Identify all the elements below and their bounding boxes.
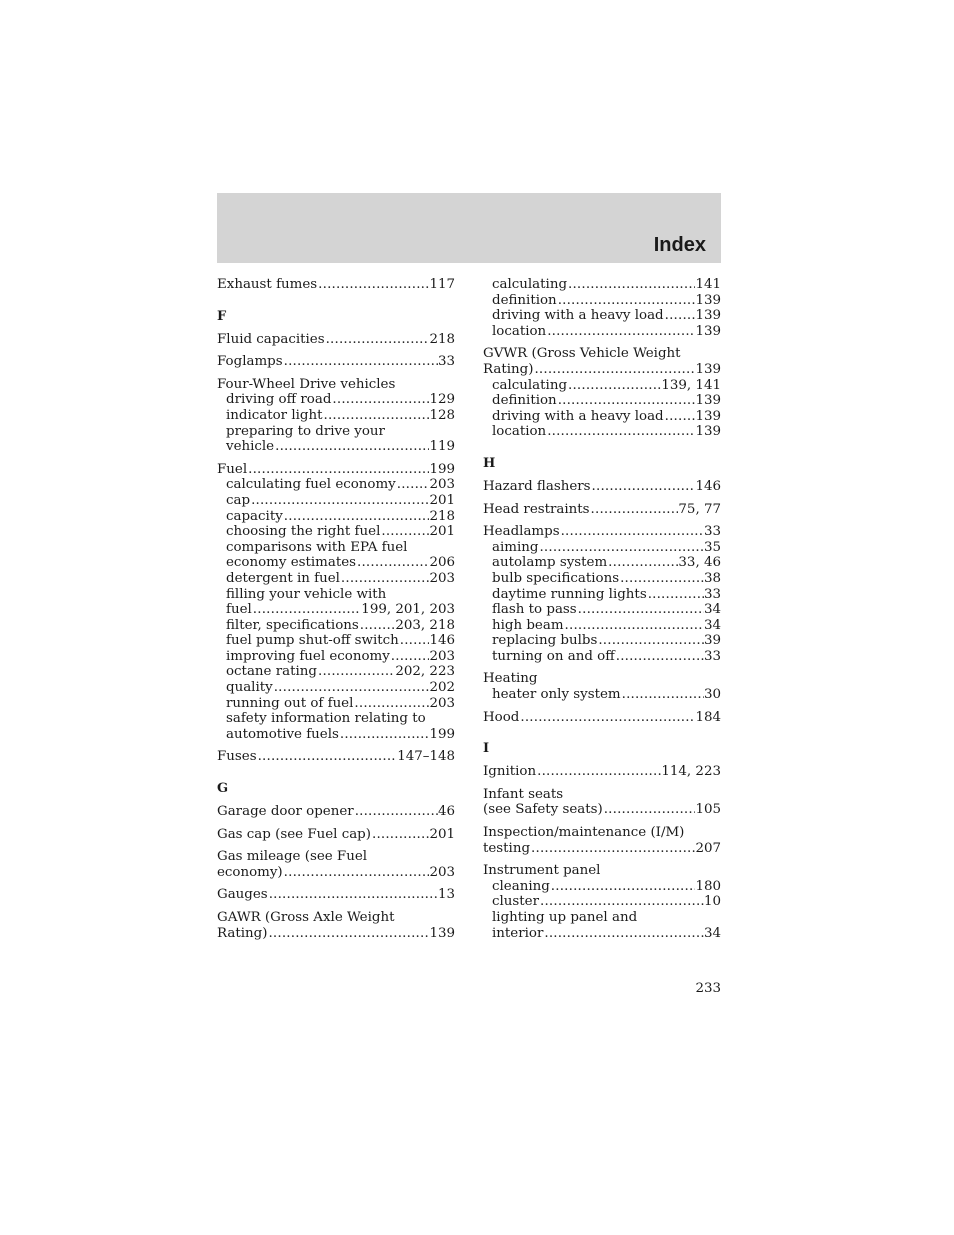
index-entry xyxy=(217,827,455,843)
entry-page-ref: 203 xyxy=(429,695,455,711)
section-letter: G xyxy=(217,781,229,797)
index-subentry xyxy=(217,524,455,540)
entry-term: flash to pass xyxy=(492,602,577,618)
index-subentry xyxy=(217,571,455,587)
dot-leader xyxy=(567,277,695,293)
entry-term: Gas mileage (see Fuel xyxy=(217,849,368,865)
entry-term: capacity xyxy=(226,508,283,524)
entry-page-ref: 10 xyxy=(703,894,721,910)
spacer xyxy=(483,517,721,524)
entry-term: quality xyxy=(226,680,273,696)
entry-page-ref: 201 xyxy=(429,826,455,842)
index-subentry xyxy=(483,540,721,556)
entry-term: preparing to drive your xyxy=(226,423,385,439)
index-subentry xyxy=(483,633,721,649)
index-subentry xyxy=(483,308,721,324)
index-entry xyxy=(217,849,455,865)
spacer xyxy=(217,347,455,354)
entry-term: heater only system xyxy=(492,687,621,703)
entry-term: Hood xyxy=(483,709,520,725)
dot-leader xyxy=(536,764,661,780)
entry-page-ref: 139 xyxy=(429,925,455,941)
entry-term: automotive fuels xyxy=(226,726,339,742)
entry-page-ref: 199 xyxy=(429,461,455,477)
entry-term: choosing the right fuel xyxy=(226,524,381,540)
dot-leader xyxy=(250,493,429,509)
index-subentry xyxy=(483,409,721,425)
entry-term: octane rating xyxy=(226,664,317,680)
dot-leader xyxy=(577,602,704,618)
spacer xyxy=(217,742,455,749)
entry-page-ref: 119 xyxy=(429,439,455,455)
dot-leader xyxy=(607,555,678,571)
entry-page-ref: 218 xyxy=(429,331,455,347)
entry-term: vehicle xyxy=(226,439,275,455)
entry-page-ref: 139, 141 xyxy=(661,377,721,393)
dot-leader xyxy=(390,649,430,665)
entry-term: definition xyxy=(492,292,557,308)
entry-term: Foglamps xyxy=(217,354,283,370)
entry-term: driving with a heavy load xyxy=(492,308,664,324)
index-subentry xyxy=(483,424,721,440)
entry-page-ref: 33 xyxy=(703,648,721,664)
entry-term: turning on and off xyxy=(492,648,615,664)
entry-term: fuel xyxy=(226,602,252,618)
entry-page-ref: 207 xyxy=(695,840,721,856)
entry-term: calculating fuel economy xyxy=(226,477,396,493)
index-entry xyxy=(217,354,455,370)
dot-leader xyxy=(339,727,430,743)
entry-page-ref: 139 xyxy=(695,361,721,377)
entry-page-ref: 139 xyxy=(695,308,721,324)
entry-term: economy) xyxy=(217,864,283,880)
entry-term: Exhaust fumes xyxy=(217,277,318,292)
index-subentry xyxy=(483,926,721,942)
entry-term: cluster xyxy=(492,894,539,910)
entry-term: cleaning xyxy=(492,878,550,894)
index-subentry xyxy=(483,571,721,587)
entry-term: definition xyxy=(492,393,557,409)
index-subentry xyxy=(483,378,721,394)
entry-page-ref: 203 xyxy=(429,477,455,493)
dot-leader xyxy=(530,841,695,857)
entry-page-ref: 139 xyxy=(695,393,721,409)
entry-term: aiming xyxy=(492,539,539,555)
entry-term: Four-Wheel Drive vehicles xyxy=(217,376,396,392)
page-title: Index xyxy=(653,234,706,256)
index-column-left xyxy=(217,277,455,941)
entry-page-ref: 139 xyxy=(695,292,721,308)
dot-leader xyxy=(353,696,429,712)
index-entry xyxy=(217,277,455,293)
entry-term: interior xyxy=(492,925,544,941)
entry-term: filling your vehicle with xyxy=(226,586,387,602)
dot-leader xyxy=(252,602,362,618)
entry-term: GVWR (Gross Vehicle Weight xyxy=(483,346,681,362)
index-subentry xyxy=(483,277,721,293)
entry-term: Rating) xyxy=(217,925,268,941)
spacer xyxy=(217,370,455,377)
entry-page-ref: 34 xyxy=(703,617,721,633)
index-subentry xyxy=(483,894,721,910)
index-entry xyxy=(483,362,721,378)
entry-page-ref: 199 xyxy=(429,726,455,742)
index-entry xyxy=(483,841,721,857)
entry-page-ref: 35 xyxy=(703,539,721,555)
entry-page-ref: 141 xyxy=(695,277,721,292)
index-subentry xyxy=(483,687,721,703)
entry-term: driving off road xyxy=(226,392,332,408)
dot-leader xyxy=(557,293,696,309)
entry-page-ref: 39 xyxy=(703,633,721,649)
index-subentry xyxy=(217,649,455,665)
index-entry xyxy=(483,825,721,841)
entry-page-ref: 75, 77 xyxy=(678,501,721,517)
entry-term: Fuses xyxy=(217,749,257,765)
index-entry xyxy=(483,710,721,726)
entry-page-ref: 128 xyxy=(429,407,455,423)
index-subentry xyxy=(483,324,721,340)
entry-term: Gas cap (see Fuel cap) xyxy=(217,826,371,842)
entry-page-ref: 46 xyxy=(437,804,455,820)
spacer xyxy=(483,818,721,825)
index-entry xyxy=(217,865,455,881)
entry-page-ref: 129 xyxy=(429,392,455,408)
index-entry xyxy=(483,479,721,495)
index-entry xyxy=(483,671,721,687)
dot-leader xyxy=(591,479,696,495)
dot-leader xyxy=(323,408,430,424)
dot-leader xyxy=(325,332,430,348)
index-subentry xyxy=(483,910,721,926)
dot-leader xyxy=(615,649,704,665)
dot-leader xyxy=(619,571,704,587)
index-subentry xyxy=(483,649,721,665)
index-column-right xyxy=(483,277,721,941)
entry-page-ref: 202, 223 xyxy=(395,664,455,680)
index-entry xyxy=(483,346,721,362)
index-subentry xyxy=(217,587,455,603)
spacer xyxy=(483,703,721,710)
entry-page-ref: 199, 201, 203 xyxy=(361,602,455,618)
index-subentry xyxy=(483,602,721,618)
spacer xyxy=(217,455,455,462)
index-entry xyxy=(217,887,455,903)
dot-leader xyxy=(546,424,695,440)
index-entry xyxy=(217,926,455,942)
index-entry xyxy=(483,764,721,780)
dot-leader xyxy=(533,362,695,378)
dot-leader xyxy=(519,710,695,726)
dot-leader xyxy=(564,618,704,634)
index-subentry xyxy=(217,477,455,493)
entry-page-ref: 33 xyxy=(437,354,455,370)
entry-term: high beam xyxy=(492,617,564,633)
dot-leader xyxy=(268,887,438,903)
dot-leader xyxy=(331,392,429,408)
spacer xyxy=(483,664,721,671)
entry-page-ref: 201 xyxy=(429,492,455,508)
index-subentry xyxy=(217,696,455,712)
dot-leader xyxy=(317,664,395,680)
entry-term: Rating) xyxy=(483,361,534,377)
spacer xyxy=(483,495,721,502)
index-subentry xyxy=(217,540,455,556)
section-letter: H xyxy=(483,455,496,471)
index-entry xyxy=(483,502,721,518)
dot-leader xyxy=(317,277,429,293)
section-letter: F xyxy=(217,308,227,324)
entry-page-ref: 34 xyxy=(703,602,721,618)
entry-term: Inspection/maintenance (I/M) xyxy=(483,825,685,841)
index-subentry xyxy=(217,602,455,618)
entry-term: Fuel xyxy=(217,461,248,477)
dot-leader xyxy=(247,462,429,478)
dot-leader xyxy=(273,680,430,696)
entry-term: cap xyxy=(226,492,251,508)
entry-term: safety information relating to xyxy=(226,711,426,727)
dot-leader xyxy=(557,393,696,409)
dot-leader xyxy=(359,618,396,634)
spacer xyxy=(217,880,455,887)
index-entry xyxy=(483,787,721,803)
dot-leader xyxy=(274,439,429,455)
index-subentry xyxy=(217,509,455,525)
section-letter: I xyxy=(483,741,490,757)
index-subentry xyxy=(217,664,455,680)
index-entry xyxy=(217,749,455,765)
entry-page-ref: 38 xyxy=(703,570,721,586)
entry-term: driving with a heavy load xyxy=(492,408,664,424)
index-entry xyxy=(483,524,721,540)
spacer xyxy=(217,842,455,849)
entry-term: (see Safety seats) xyxy=(483,802,603,818)
entry-term: location xyxy=(492,424,547,440)
entry-term: economy estimates xyxy=(226,555,357,571)
entry-term: bulb specifications xyxy=(492,570,620,586)
entry-page-ref: 34 xyxy=(703,925,721,941)
entry-term: improving fuel economy xyxy=(226,648,390,664)
index-subentry xyxy=(217,493,455,509)
entry-term: fuel pump shut-off switch xyxy=(226,633,399,649)
entry-term: Heating xyxy=(483,671,538,687)
index-subentry xyxy=(483,393,721,409)
entry-page-ref: 147–148 xyxy=(397,749,455,765)
entry-page-ref: 201 xyxy=(429,524,455,540)
entry-page-ref: 114, 223 xyxy=(661,764,721,780)
spacer xyxy=(217,765,455,772)
index-subentry xyxy=(217,633,455,649)
spacer xyxy=(217,903,455,910)
spacer xyxy=(483,856,721,863)
index-subentry xyxy=(483,293,721,309)
entry-term: Ignition xyxy=(483,764,537,780)
entry-page-ref: 33 xyxy=(703,586,721,602)
dot-leader xyxy=(664,409,696,425)
entry-term: testing xyxy=(483,840,531,856)
dot-leader xyxy=(647,587,704,603)
entry-page-ref: 139 xyxy=(695,424,721,440)
entry-term: running out of fuel xyxy=(226,695,354,711)
entry-page-ref: 146 xyxy=(429,633,455,649)
dot-leader xyxy=(590,502,679,518)
index-entry xyxy=(217,804,455,820)
entry-term: replacing bulbs xyxy=(492,633,598,649)
entry-term: filter, specifications xyxy=(226,617,359,633)
index-subentry xyxy=(217,727,455,743)
entry-page-ref: 206 xyxy=(429,555,455,571)
dot-leader xyxy=(283,865,430,881)
dot-leader xyxy=(597,633,704,649)
index-subentry xyxy=(217,555,455,571)
index-entry xyxy=(483,863,721,879)
index-entry xyxy=(217,462,455,478)
dot-leader xyxy=(546,324,695,340)
spacer xyxy=(483,725,721,732)
index-subentry xyxy=(217,680,455,696)
entry-page-ref: 218 xyxy=(429,508,455,524)
spacer xyxy=(483,440,721,447)
entry-page-ref: 202 xyxy=(429,680,455,696)
entry-term: daytime running lights xyxy=(492,586,647,602)
index-subentry xyxy=(217,439,455,455)
index-entry xyxy=(217,377,455,393)
spacer xyxy=(483,339,721,346)
dot-leader xyxy=(283,354,438,370)
index-subentry xyxy=(217,392,455,408)
entry-term: Garage door opener xyxy=(217,804,354,820)
dot-leader xyxy=(550,879,696,895)
entry-term: Gauges xyxy=(217,887,268,903)
entry-page-ref: 139 xyxy=(695,323,721,339)
entry-page-ref: 184 xyxy=(695,709,721,725)
entry-term: location xyxy=(492,323,547,339)
entry-term: indicator light xyxy=(226,407,323,423)
index-subentry xyxy=(217,618,455,634)
index-subentry xyxy=(217,711,455,727)
entry-page-ref: 139 xyxy=(695,408,721,424)
index-subentry xyxy=(483,618,721,634)
entry-term: Infant seats xyxy=(483,786,564,802)
index-entry xyxy=(483,802,721,818)
index-subentry xyxy=(483,879,721,895)
index-subentry xyxy=(217,408,455,424)
entry-term: detergent in fuel xyxy=(226,570,340,586)
dot-leader xyxy=(603,802,696,818)
entry-page-ref: 33 xyxy=(703,524,721,540)
dot-leader xyxy=(664,308,696,324)
entry-term: calculating xyxy=(492,277,568,292)
entry-term: Head restraints xyxy=(483,501,590,517)
entry-term: autolamp system xyxy=(492,555,608,571)
dot-leader xyxy=(283,509,430,525)
entry-term: Hazard flashers xyxy=(483,478,591,494)
entry-term: calculating xyxy=(492,377,568,393)
dot-leader xyxy=(396,477,430,493)
entry-page-ref: 203 xyxy=(429,864,455,880)
dot-leader xyxy=(543,926,704,942)
index-entry xyxy=(217,332,455,348)
entry-page-ref: 105 xyxy=(695,802,721,818)
index-subentry xyxy=(483,555,721,571)
spacer xyxy=(217,293,455,300)
dot-leader xyxy=(267,926,429,942)
dot-leader xyxy=(399,633,430,649)
entry-page-ref: 117 xyxy=(429,277,455,292)
dot-leader xyxy=(356,555,429,571)
header-band xyxy=(217,193,721,263)
entry-page-ref: 203 xyxy=(429,648,455,664)
entry-page-ref: 180 xyxy=(695,878,721,894)
spacer xyxy=(483,780,721,787)
entry-term: lighting up panel and xyxy=(492,910,638,925)
entry-page-ref: 146 xyxy=(695,478,721,494)
entry-term: Instrument panel xyxy=(483,863,601,879)
dot-leader xyxy=(354,804,438,820)
entry-page-ref: 13 xyxy=(437,887,455,903)
dot-leader xyxy=(539,894,704,910)
entry-term: comparisons with EPA fuel xyxy=(226,539,408,555)
dot-leader xyxy=(371,827,429,843)
entry-term: GAWR (Gross Axle Weight xyxy=(217,910,395,925)
entry-page-ref: 30 xyxy=(703,687,721,703)
dot-leader xyxy=(380,524,429,540)
spacer xyxy=(217,820,455,827)
entry-term: Headlamps xyxy=(483,524,560,540)
entry-page-ref: 203, 218 xyxy=(395,617,455,633)
dot-leader xyxy=(567,378,661,394)
dot-leader xyxy=(538,540,704,556)
page-number: 233 xyxy=(695,981,721,996)
dot-leader xyxy=(621,687,704,703)
entry-page-ref: 203 xyxy=(429,570,455,586)
index-entry xyxy=(217,910,455,926)
dot-leader xyxy=(340,571,430,587)
index-subentry xyxy=(483,587,721,603)
dot-leader xyxy=(257,749,398,765)
entry-term: Fluid capacities xyxy=(217,331,325,347)
entry-page-ref: 33, 46 xyxy=(678,555,721,571)
index-subentry xyxy=(217,424,455,440)
dot-leader xyxy=(560,524,704,540)
